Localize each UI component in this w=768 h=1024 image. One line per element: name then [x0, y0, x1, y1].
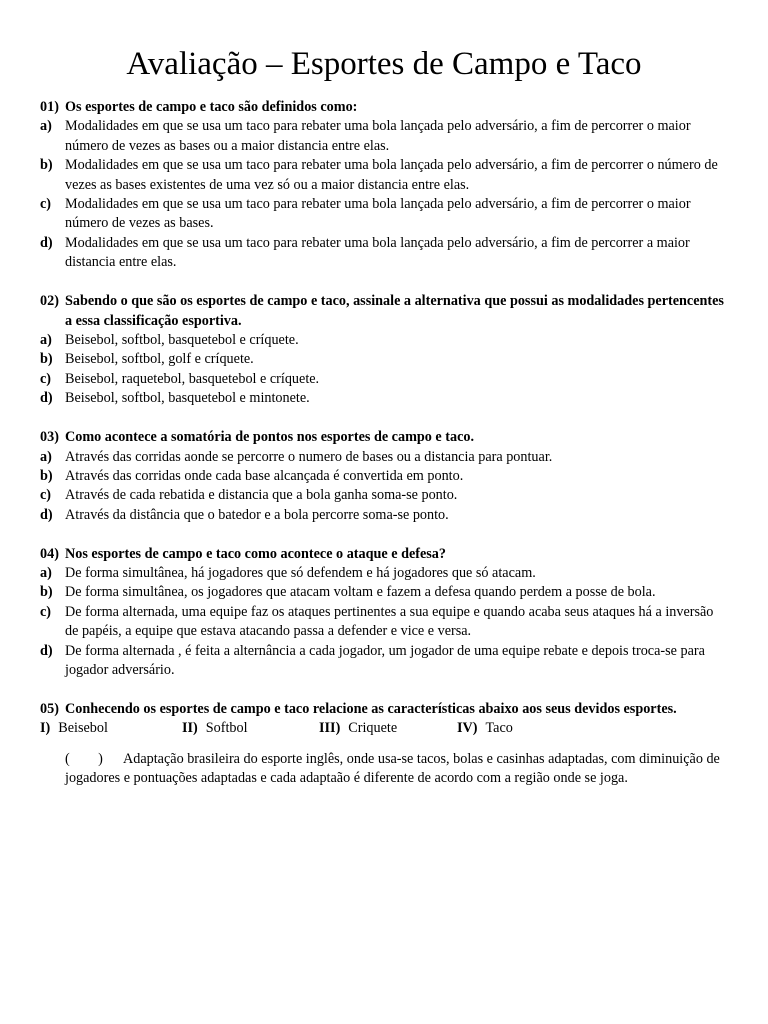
option-letter: d): [40, 234, 53, 251]
question-text: Sabendo o que são os esportes de campo e taco, assinale a alternativa que possui as modalidades pertencentes a essa classificação esportiva.: [65, 293, 724, 329]
option-d: [40, 642, 730, 681]
option-letter: c): [40, 487, 52, 504]
option-text: Através da distância que o batedor e a bola percorre soma-se ponto.: [65, 506, 449, 523]
option-text: Beisebol, raquetebol, basquetebol e críquete.: [65, 370, 320, 387]
option-b: [40, 467, 730, 486]
question-text: Os esportes de campo e taco são definidos como:: [65, 99, 358, 115]
option-a: [40, 448, 730, 467]
question-header: [40, 98, 730, 117]
answer-blank[interactable]: ( ): [65, 750, 103, 767]
match-text: Adaptação brasileira do esporte inglês, onde usa-se tacos, bolas e casinhas adaptadas, com diminuição de jogadores e pontuações adaptadas e cada adaptaão é diferente de acordo com a região onde se joga.: [65, 750, 720, 787]
option-letter: b): [40, 157, 53, 174]
question-header: [40, 700, 730, 719]
item-number: II): [182, 720, 198, 737]
question-list: [40, 98, 730, 808]
option-c: [40, 486, 730, 505]
option-letter: d): [40, 390, 53, 407]
question-number: 05): [40, 700, 59, 717]
item-label: Taco: [485, 720, 513, 737]
question-03: [40, 428, 730, 525]
option-text: Beisebol, softbol, basquetebol e mintonete.: [65, 390, 310, 407]
option-text: De forma simultânea, há jogadores que só defendem e há jogadores que só atacam.: [65, 565, 536, 582]
option-c: [40, 603, 730, 642]
option-letter: d): [40, 506, 53, 523]
option-letter: a): [40, 331, 52, 348]
sport-item-4: [457, 719, 513, 738]
option-d: [40, 506, 730, 525]
option-text: Beisebol, softbol, basquetebol e críquete.: [65, 331, 299, 348]
option-text: De forma simultânea, os jogadores que atacam voltam e fazem a defesa quando perdem a posse de bola.: [65, 584, 656, 601]
question-header: [40, 292, 730, 331]
option-c: [40, 195, 730, 234]
option-letter: b): [40, 351, 53, 368]
question-05: [40, 700, 730, 789]
item-label: Criquete: [348, 720, 398, 737]
option-letter: c): [40, 370, 52, 387]
option-letter: c): [40, 603, 52, 620]
question-header: [40, 545, 730, 564]
item-number: IV): [457, 720, 478, 737]
option-c: [40, 370, 730, 389]
question-number: 03): [40, 429, 59, 446]
option-letter: a): [40, 448, 52, 465]
option-text: Modalidades em que se usa um taco para rebater uma bola lançada pelo adversário, a fim de percorrer a maior distancia entre elas.: [65, 234, 690, 271]
option-text: Através de cada rebatida e distancia que a bola ganha soma-se ponto.: [65, 487, 458, 504]
option-letter: b): [40, 467, 53, 484]
option-text: Modalidades em que se usa um taco para rebater uma bola lançada pelo adversário, a fim de percorrer o maior número de vezes as bases ou a maior distancia entre elas.: [65, 118, 691, 154]
option-a: [40, 331, 730, 350]
question-number: 02): [40, 293, 59, 310]
question-text: Nos esportes de campo e taco como acontece o ataque e defesa?: [65, 545, 446, 562]
question-01: [40, 98, 730, 273]
option-b: [40, 156, 730, 195]
page-title: Avaliação – Esportes de Campo e Taco: [126, 46, 642, 82]
option-text: De forma alternada , é feita a alternância a cada jogador, um jogador de uma equipe rebate e depois troca-se para jogador adversário.: [65, 642, 705, 679]
item-number: I): [40, 720, 51, 737]
option-letter: b): [40, 584, 53, 601]
sport-item-2: [182, 719, 319, 738]
question-02: [40, 292, 730, 408]
option-letter: c): [40, 196, 52, 213]
option-letter: d): [40, 642, 53, 659]
option-letter: a): [40, 565, 52, 582]
question-04: [40, 545, 730, 681]
question-text: Como acontece a somatória de pontos nos esportes de campo e taco.: [65, 429, 475, 446]
option-text: Modalidades em que se usa um taco para rebater uma bola lançada pelo adversário, a fim de percorrer o maior número de vezes as bases.: [65, 196, 691, 232]
sport-items-row: [40, 719, 730, 738]
question-number: 01): [40, 99, 59, 115]
option-a: [40, 117, 730, 156]
option-text: Através das corridas aonde se percorre o numero de bases ou a distancia para pontuar.: [65, 448, 553, 465]
question-header: [40, 428, 730, 447]
option-text: Beisebol, softbol, golf e críquete.: [65, 351, 254, 368]
option-d: [40, 234, 730, 273]
option-b: [40, 350, 730, 369]
item-number: III): [319, 720, 341, 737]
option-text: Modalidades em que se usa um taco para rebater uma bola lançada pelo adversário, a fim de percorrer o número de vezes as bases existentes de uma vez só ou a maior distancia entre elas.: [65, 157, 718, 193]
option-text: De forma alternada, uma equipe faz os ataques pertinentes a sua equipe e quando acaba seus ataques há a inversão de papéis, a equipe que estava atacando passa a defender e vice e versa.: [65, 603, 714, 640]
item-label: Softbol: [205, 720, 248, 737]
option-text: Através das corridas onde cada base alcançada é convertida em ponto.: [65, 467, 464, 484]
option-letter: a): [40, 118, 52, 135]
sport-item-1: [40, 719, 182, 738]
item-label: Beisebol: [58, 720, 108, 737]
sport-item-3: [319, 719, 457, 738]
match-statement: [40, 750, 730, 789]
option-b: [40, 583, 730, 602]
question-text: Conhecendo os esportes de campo e taco relacione as características abaixo aos seus devidos esportes.: [65, 700, 677, 717]
option-d: [40, 389, 730, 408]
question-number: 04): [40, 545, 59, 562]
option-a: [40, 564, 730, 583]
